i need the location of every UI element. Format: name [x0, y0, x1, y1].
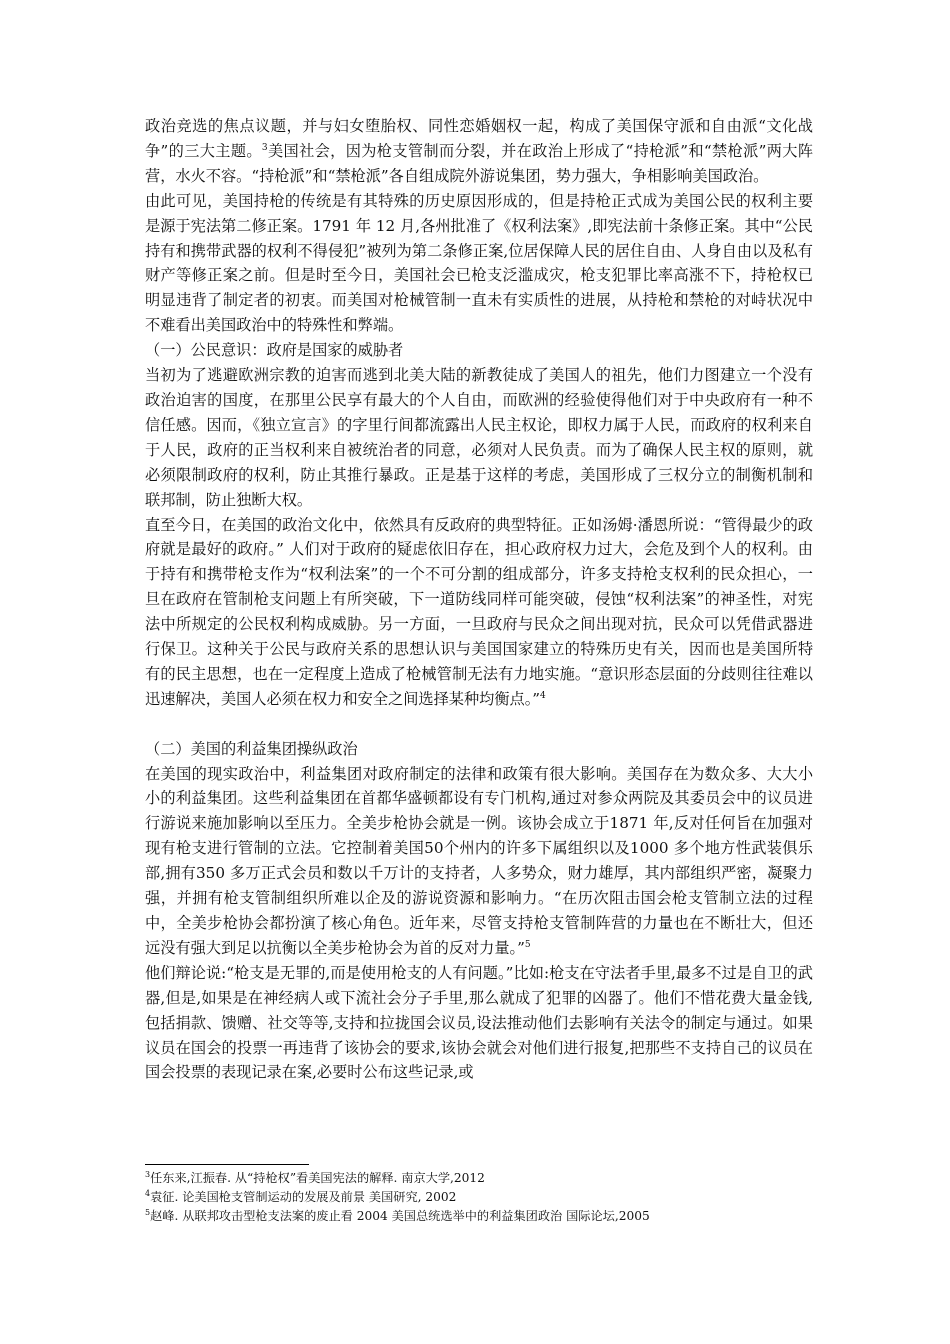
- paragraph-lobbying: 他们辩论说:“枪支是无罪的,而是使用枪支的人有问题。”比如:枪支在守法者手里,最多不过是自卫的武器,但是,如果是在神经病人或下流社会分子手里,那么就成了犯罪的凶器了。他们不惜花费大量金钱,包括捐款、馈赠、社交等等,支持和拉拢国会议员,设法推动他们去影响有关法令的制定与通过。如果议员在国会的投票一再违背了该协会的要求,该协会就会对他们进行报复,把那些不支持自己的议员在国会投票的表现记录在案,必要时公布这些记录,或: [145, 963, 813, 1082]
- paragraph-text: 美国社会，因为枪支管制而分裂，并在政治上形成了“持枪派”和“禁枪派”两大阵营，水火不容。“持枪派”和“禁枪派”各自组成院外游说集团，势力强大，争相影响美国政治。: [145, 141, 814, 185]
- paragraph-founding-history: 当初为了逃避欧洲宗教的迫害而逃到北美大陆的新教徒成了美国人的祖先，他们力图建立一个没有政治迫害的国度，在那里公民享有最大的个人自由，而欧洲的经验使得他们对于中央政府有一种不信任感。因而，《独立宣言》的字里行间都流露出人民主权论，即权力属于人民，而政府的权利来自于人民，政府的正当权利来自被统治者的同意，必须对人民负责。而为了确保人民主权的原则，就必须限制政府的权利，防止其推行暴政。正是基于这样的考虑，美国形成了三权分立的制衡机制和联邦制，防止独断大权。: [145, 366, 813, 509]
- paragraph-anti-government: [145, 513, 813, 712]
- footnotes: [145, 1164, 813, 1227]
- footnote-number: 3: [145, 1169, 151, 1179]
- paragraph-text: 直至今日，在美国的政治文化中，依然具有反政府的典型特征。正如汤姆·潘恩所说：“管得最少的政府就是最好的政府。” 人们对于政府的疑虑依旧存在，担心政府权力过大，会危及到个人的权利。由于持有和携带枪支作为“权利法案”的一个不可分割的组成部分，许多支持枪支权利的民众担心，一旦在政府在管制枪支问题上有所突破，下一道防线同样可能突破，侵蚀“权利法案”的神圣性，对宪法中所规定的公民权利构成威胁。另一方面，一旦政府与民众之间出现对抗，民众可以凭借武器进行保卫。这种关于公民与政府关系的思想认识与美国国家建立的特殊历史有关，因而也是美国所特有的民主思想，也在一定程度上造成了枪械管制无法有力地实施。“意识形态层面的分歧则往往难以迅速解决，美国人必须在权力和安全之间选择某种均衡点。”: [145, 515, 813, 708]
- paragraph-text: 在美国的现实政治中，利益集团对政府制定的法律和政策有很大影响。美国存在为数众多、大大小小的利益集团。这些利益集团在首都华盛顿都设有专门机构,通过对参众两院及其委员会中的议员进行游说来施加影响以至压力。全美步枪协会就是一例。该协会成立于1871 年,反对任何旨在加强对现有枪支进行管制的立法。它控制着美国50个州内的许多下属组织以及1000 多个地方性武装俱乐部,拥有350 多万正式会员和数以千万计的支持者，人多势众，财力雄厚，其内部组织严密，凝聚力强，并拥有枪支管制组织所难以企及的游说资源和影响力。“在历次阻击国会枪支管制立法的过程中，全美步枪协会都扮演了核心角色。近年来，尽管支持枪支管制阵营的力量也在不断壮大，但还远没有强大到足以抗衡以全美步枪协会为首的反对力量。”: [145, 764, 813, 957]
- footnote-number: 5: [145, 1208, 151, 1218]
- footnote-number: 4: [145, 1189, 151, 1199]
- blank-line: [145, 712, 813, 737]
- paragraph-text: 政治竞选的焦点议题，并与妇女堕胎权、同性恋婚姻权一起，构成了美国保守派和自由派“文化战争”的三大主题。: [145, 117, 813, 160]
- footnote-item: [145, 1169, 813, 1188]
- footnote-item: [145, 1207, 813, 1226]
- footnote-item: [145, 1188, 813, 1207]
- paragraph-culture-war: [145, 114, 813, 189]
- paragraph-second-amendment: 由此可见，美国持枪的传统是有其特殊的历史原因形成的，但是持枪正式成为美国公民的权利主要是源于宪法第二修正案。1791 年 12 月,各州批准了《权利法案》,即宪法前十条修正案。其中“公民持有和携带武器的权利不得侵犯”被列为第二条修正案,位居保障人民的居住自由、人身自由以及私有财产等修正案之前。但是时至今日，美国社会已枪支泛滥成灾，枪支犯罪比率高涨不下，持枪权已明显违背了制定者的初衷。而美国对枪械管制一直未有实质性的进展，从持枪和禁枪的对峙状况中不难看出美国政治中的特殊性和弊端。: [145, 191, 813, 335]
- footnote-divider: [145, 1164, 309, 1165]
- document-body: [145, 114, 813, 1085]
- footnote-text: 任东来,江振春. 从“持枪权”看美国宪法的解释. 南京大学,2012: [150, 1171, 485, 1185]
- footnote-ref[interactable]: 3: [261, 142, 268, 153]
- footnote-ref[interactable]: 4: [540, 690, 546, 701]
- section-heading-interest-groups: （二）美国的利益集团操纵政治: [145, 739, 358, 758]
- footnote-text: 袁征. 论美国枪支管制运动的发展及前景 美国研究, 2002: [150, 1190, 457, 1205]
- section-heading-civic-awareness: （一）公民意识：政府是国家的威胁者: [145, 341, 404, 360]
- paragraph-nra: [145, 762, 813, 961]
- footnote-text: 赵峰. 从联邦攻击型枪支法案的废止看 2004 美国总统选举中的利益集团政治 国际论坛,2005: [150, 1209, 650, 1224]
- footnote-ref[interactable]: 5: [524, 939, 531, 950]
